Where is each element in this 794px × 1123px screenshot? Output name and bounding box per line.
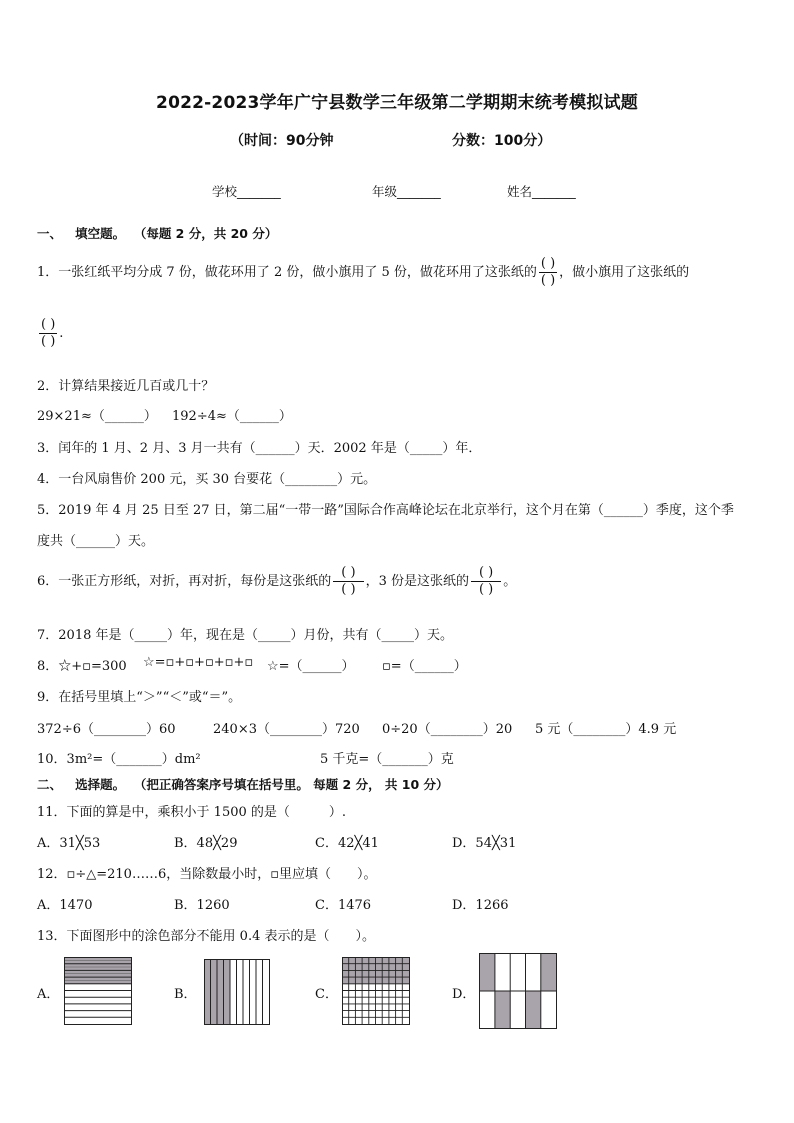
q9-item-b: 240×3（________）720: [213, 722, 360, 737]
figure-c-hundred-grid: [342, 957, 410, 1025]
q1-text-a: 1．一张红纸平均分成 7 份，做花环用了 2 份，做小旗用了 5 份，做花环用了这张纸的: [37, 265, 537, 280]
q11-option-c[interactable]: C．42╳41: [315, 836, 379, 851]
fraction-numerator: ( ): [540, 256, 556, 271]
question-2: 2．计算结果接近几百或几十？: [37, 379, 215, 394]
section1-header: [37, 224, 277, 242]
question-13: 13．下面图形中的涂色部分不能用 0.4 表示的是（ ）。: [37, 929, 375, 944]
q1-text-c: .: [59, 326, 64, 341]
school-field: 学校_______: [212, 184, 281, 199]
question-1-line2: [37, 317, 63, 350]
fraction-denominator: ( ): [540, 273, 556, 288]
question-11: 11．下面的算是中，乘积小于 1500 的是（ ）.: [37, 805, 347, 820]
q8-item-d: ▫=（______）: [382, 659, 467, 674]
q10-item-a: 10．3m²=（_______）dm²: [37, 752, 201, 767]
q12-option-d[interactable]: D．1266: [452, 898, 509, 913]
q13-option-a[interactable]: A．: [37, 987, 60, 1002]
q12-option-a[interactable]: A．1470: [37, 898, 93, 913]
grade-field: 年级_______: [372, 184, 441, 199]
page-title: 2022-2023学年广宁县数学三年级第二学期期末统考模拟试题: [156, 93, 638, 113]
question-4: 4．一台风扇售价 200 元，买 30 台要花（________）元。: [37, 472, 377, 487]
section2-title: 选择题。: [75, 777, 126, 792]
fraction-blank: [39, 317, 57, 350]
question-3: 3．闰年的 1 月、2 月、3 月一共有（______）天．2002 年是（_____）年．: [37, 441, 482, 456]
fraction-denominator: ( ): [478, 582, 494, 597]
name-field: 姓名_______: [507, 184, 576, 199]
q6-text-b: ，3 份是这张纸的: [365, 574, 469, 589]
question-7: 7．2018 年是（_____）年，现在是（_____）月份，共有（_____）天。: [37, 628, 453, 643]
q11-option-d[interactable]: D．54╳31: [452, 836, 517, 851]
section2-note: （把正确答案序号填在括号里。 每题 2 分， 共 10 分）: [133, 777, 449, 792]
q12-option-b[interactable]: B．1260: [174, 898, 230, 913]
q13-option-d[interactable]: D．: [452, 987, 476, 1002]
q10-item-b: 5 千克=（_______）克: [320, 752, 454, 767]
figure-b-vertical-strips: [204, 959, 270, 1025]
q8-item-a: 8．☆+▫=300: [37, 659, 127, 674]
q12-option-c[interactable]: C．1476: [315, 898, 372, 913]
figure-a-horizontal-strips: [64, 957, 132, 1025]
q6-text-c: 。: [503, 574, 517, 589]
question-6: [37, 565, 516, 598]
fraction-denominator: ( ): [341, 582, 356, 597]
q11-option-b[interactable]: B．48╳29: [174, 836, 238, 851]
q13-option-c[interactable]: C．: [315, 987, 338, 1002]
q1-text-b: ，做小旗用了这张纸的: [559, 265, 690, 280]
q9-item-c: 0÷20（________）20: [382, 722, 513, 737]
q9-item-a: 372÷6（________）60: [37, 722, 176, 737]
q8-item-c: ☆=（______）: [267, 659, 355, 674]
exam-time: （时间：90分钟: [230, 133, 334, 149]
question-1-line1: [37, 256, 689, 289]
q13-option-b[interactable]: B．: [174, 987, 197, 1002]
question-12: 12．▫÷△=210……6，当除数最小时，▫里应填（ ）。: [37, 867, 377, 882]
q6-text-a: 6．一张正方形纸，对折，再对折，每份是这张纸的: [37, 574, 332, 589]
q8-item-b: ☆=▫+▫+▫+▫+▫: [143, 655, 254, 670]
figure-d-ten-rectangles: [479, 953, 557, 1029]
fraction-numerator: ( ): [333, 565, 363, 582]
question-5-line1: 5．2019 年 4 月 25 日至 27 日，第二届“一带一路”国际合作高峰论坛在北京举行，这个月在第（______）季度，这个季: [37, 503, 734, 518]
exam-score: 分数：100分）: [452, 133, 552, 149]
q2-item-b: 192÷4≈（______）: [172, 409, 292, 424]
fraction-denominator: ( ): [41, 334, 56, 349]
fraction-numerator: ( ): [41, 317, 56, 332]
question-5-line2: 度共（______）天。: [37, 534, 155, 549]
section2-num: 二、: [37, 777, 63, 792]
q11-option-a[interactable]: A．31╳53: [37, 836, 101, 851]
fraction-blank: [333, 565, 363, 598]
section1-title: 填空题。: [75, 226, 126, 241]
fraction-blank: [471, 565, 501, 598]
question-9: 9．在括号里填上“＞”“＜”或“＝”。: [37, 690, 242, 705]
section2-header: [37, 775, 449, 793]
section1-note: （每题 2 分，共 20 分）: [133, 226, 278, 241]
q2-item-a: 29×21≈（______）: [37, 409, 157, 424]
section1-num: 一、: [37, 226, 63, 241]
q9-item-d: 5 元（________）4.9 元: [535, 722, 677, 737]
fraction-numerator: ( ): [471, 565, 501, 582]
fraction-blank: [539, 256, 557, 289]
